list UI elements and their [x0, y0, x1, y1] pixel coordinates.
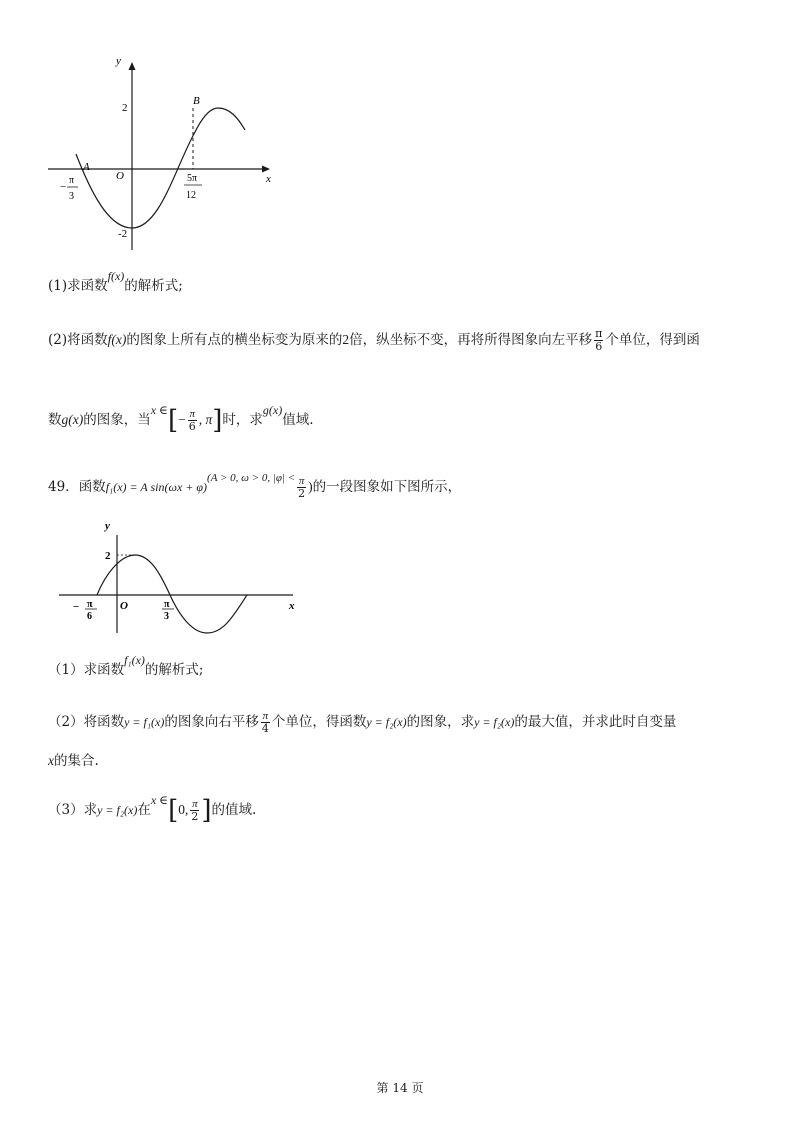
- graph-2-y-label: y: [105, 520, 110, 532]
- q49-intro: 49．函数f₁(x) = A $\sin(\omega x + \varphi)^{(A > 0, \omega > 0, |\varphi| <}$ $\frac{\pi}{2}$ )的一段图象如下图所示，: [48, 472, 462, 500]
- q49-number: 49．: [48, 479, 79, 495]
- graph-1: [40, 50, 290, 260]
- graph-2: [55, 515, 315, 640]
- q49-p3-interval-x: x ∈: [150, 793, 169, 807]
- q49-p2-shift-frac: $\frac{\pi}{4}$: [261, 710, 269, 735]
- q48-p1-func: f(x): [107, 269, 125, 283]
- q49-p2-var: x: [48, 753, 54, 768]
- q48-p2-shift-frac: $\frac{\pi}{6}$: [595, 327, 603, 353]
- graph-1-origin: O: [116, 170, 124, 182]
- q49-part2: （2）将函数y = f₁(x)的图象向右平移 $\frac{\pi}{4}$ 个单位，得函数y = f₂(x)的图象，求y = f₂(x)的最大值，并求此时自变量: [48, 710, 677, 735]
- graph-1-neg-pi-num: π: [69, 175, 75, 186]
- graph-1-tick-2: 2: [122, 102, 128, 114]
- graph-2-neg-pi-num: π: [87, 599, 93, 610]
- graph-1-curve: [76, 108, 245, 228]
- graph-1-neg-pi-den: 3: [69, 191, 74, 202]
- q48-part2: (2)将函数f(x)的图象上所有点的横坐标变为原来的2倍，纵坐标不变，再将所得图象向左平移 $\frac{\pi}{6}$ 个单位，得到函: [48, 327, 700, 353]
- graph-2-pi3-den: 3: [164, 611, 169, 622]
- q48-part2-line2: 数g(x)的图象，当x ∈[− $\frac{\pi}{6}$ , π]时，求g(x)值域.: [48, 403, 314, 436]
- graph-2-tick-2: 2: [105, 550, 111, 562]
- q48-p2-func: f(x): [107, 332, 127, 347]
- q49-p3-f2: y = f₂(x): [97, 803, 138, 817]
- graph-2-neg-pi-den: 6: [87, 611, 92, 622]
- graph-1-tick-neg2: -2: [118, 228, 128, 240]
- q49-cond-frac: $\frac{\pi}{2}$: [298, 475, 306, 500]
- graph-1-x-label: x: [266, 173, 271, 185]
- graph-1-y-label: y: [116, 55, 121, 67]
- q49-part3: （3）求y = f₂(x)在x ∈[0, $\frac{\pi}{2}$ ]的值域.: [48, 793, 257, 826]
- q48-interval-x: x ∈: [150, 403, 168, 417]
- graph-1-neg-sign: −: [60, 181, 67, 193]
- graph-2-neg-sign: −: [73, 601, 80, 613]
- q48-interval-frac: $\frac{\pi}{6}$: [188, 408, 196, 433]
- q48-part1: (1)求函数f(x)的解析式;: [48, 269, 183, 294]
- graph-2-curve: [97, 555, 247, 633]
- q49-p2-f1: y = f₁(x): [124, 715, 165, 729]
- graph-1-x-arrow: [262, 166, 270, 173]
- graph-1-5pi-den: 12: [186, 190, 196, 201]
- graph-1-point-a: A: [83, 161, 90, 173]
- graph-1-5pi-num: 5π: [187, 173, 198, 184]
- q48-g-func: g(x): [61, 412, 84, 427]
- graph-2-origin: O: [120, 600, 128, 612]
- q49-p2-f2b: y = f₂(x): [474, 715, 515, 729]
- q49-p3-interval-frac: $\frac{\pi}{2}$: [191, 798, 199, 823]
- graph-1-y-arrow: [129, 62, 136, 70]
- q49-p1-func: f₁(x): [124, 653, 145, 667]
- q49-p2-f2: y = f₂(x): [366, 715, 407, 729]
- graph-1-point-b: B: [193, 95, 200, 107]
- graph-2-x-label: x: [289, 600, 295, 612]
- q49-func: f₁(x) = A sin(ωx + φ): [105, 480, 208, 494]
- q49-part1: （1）求函数f₁(x)的解析式;: [48, 653, 204, 678]
- q48-g-func-2: g(x): [262, 403, 283, 417]
- q48-p2-factor: 2: [342, 332, 350, 347]
- q49-part2-line2: x的集合.: [48, 753, 99, 769]
- graph-2-pi3-num: π: [164, 599, 170, 610]
- page-number: 第 14 页: [376, 1081, 424, 1095]
